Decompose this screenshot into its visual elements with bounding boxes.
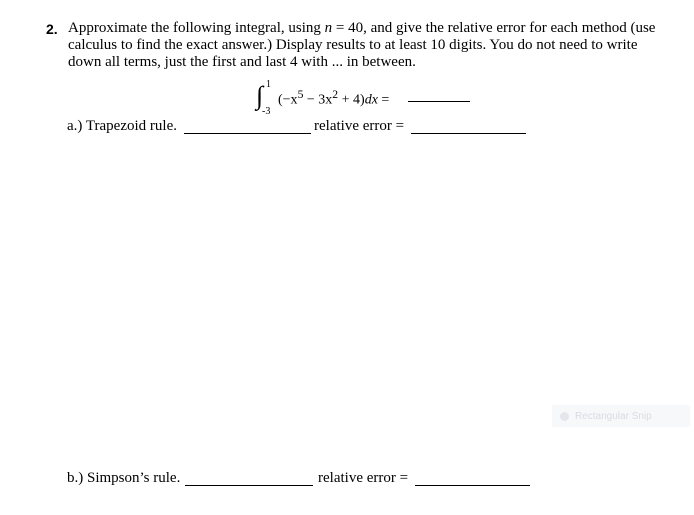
part-b-relative-error-label: relative error = (318, 470, 409, 486)
integral-lower-limit: -3 (262, 106, 271, 117)
n-variable: n (324, 20, 333, 36)
exponent-2: 2 (332, 88, 339, 101)
question-text-part2: = 40, and give the relative error for each method (use calculus to find the exact answer.) Display results to at least 10 digits. You do not need to write down all terms, just the first and last 4 with ... in between. (68, 20, 656, 70)
question-text (68, 20, 668, 71)
integrand-dx: dx (364, 92, 378, 108)
snip-icon (560, 412, 569, 421)
integrand (278, 88, 389, 109)
integrand-minus-3x: − 3x (303, 92, 333, 108)
part-b-relative-error-blank[interactable] (415, 485, 530, 486)
part-a-relative-error-blank[interactable] (411, 133, 526, 134)
exponent-5: 5 (297, 88, 304, 101)
question-number: 2. (46, 21, 58, 37)
integral-upper-limit: 1 (266, 79, 271, 90)
part-b-answer-blank[interactable] (185, 485, 313, 486)
integral-sign: ∫ (256, 81, 264, 110)
part-a-relative-error-label: relative error = (314, 118, 405, 134)
integrand-plus-4: + 4) (338, 92, 365, 108)
rectangular-snip-overlay[interactable] (552, 405, 690, 427)
question-text-part1: Approximate the following integral, using (68, 20, 325, 36)
integral-answer-blank[interactable] (408, 101, 470, 102)
part-a-answer-blank[interactable] (184, 133, 311, 134)
part-a-label: a.) Trapezoid rule. (67, 118, 177, 134)
snip-label: Rectangular Snip (575, 410, 652, 422)
integral-expression (256, 80, 496, 120)
part-b-label: b.) Simpson’s rule. (67, 470, 181, 486)
integrand-open: (−x (278, 92, 298, 108)
integral-equals: = (377, 92, 390, 108)
